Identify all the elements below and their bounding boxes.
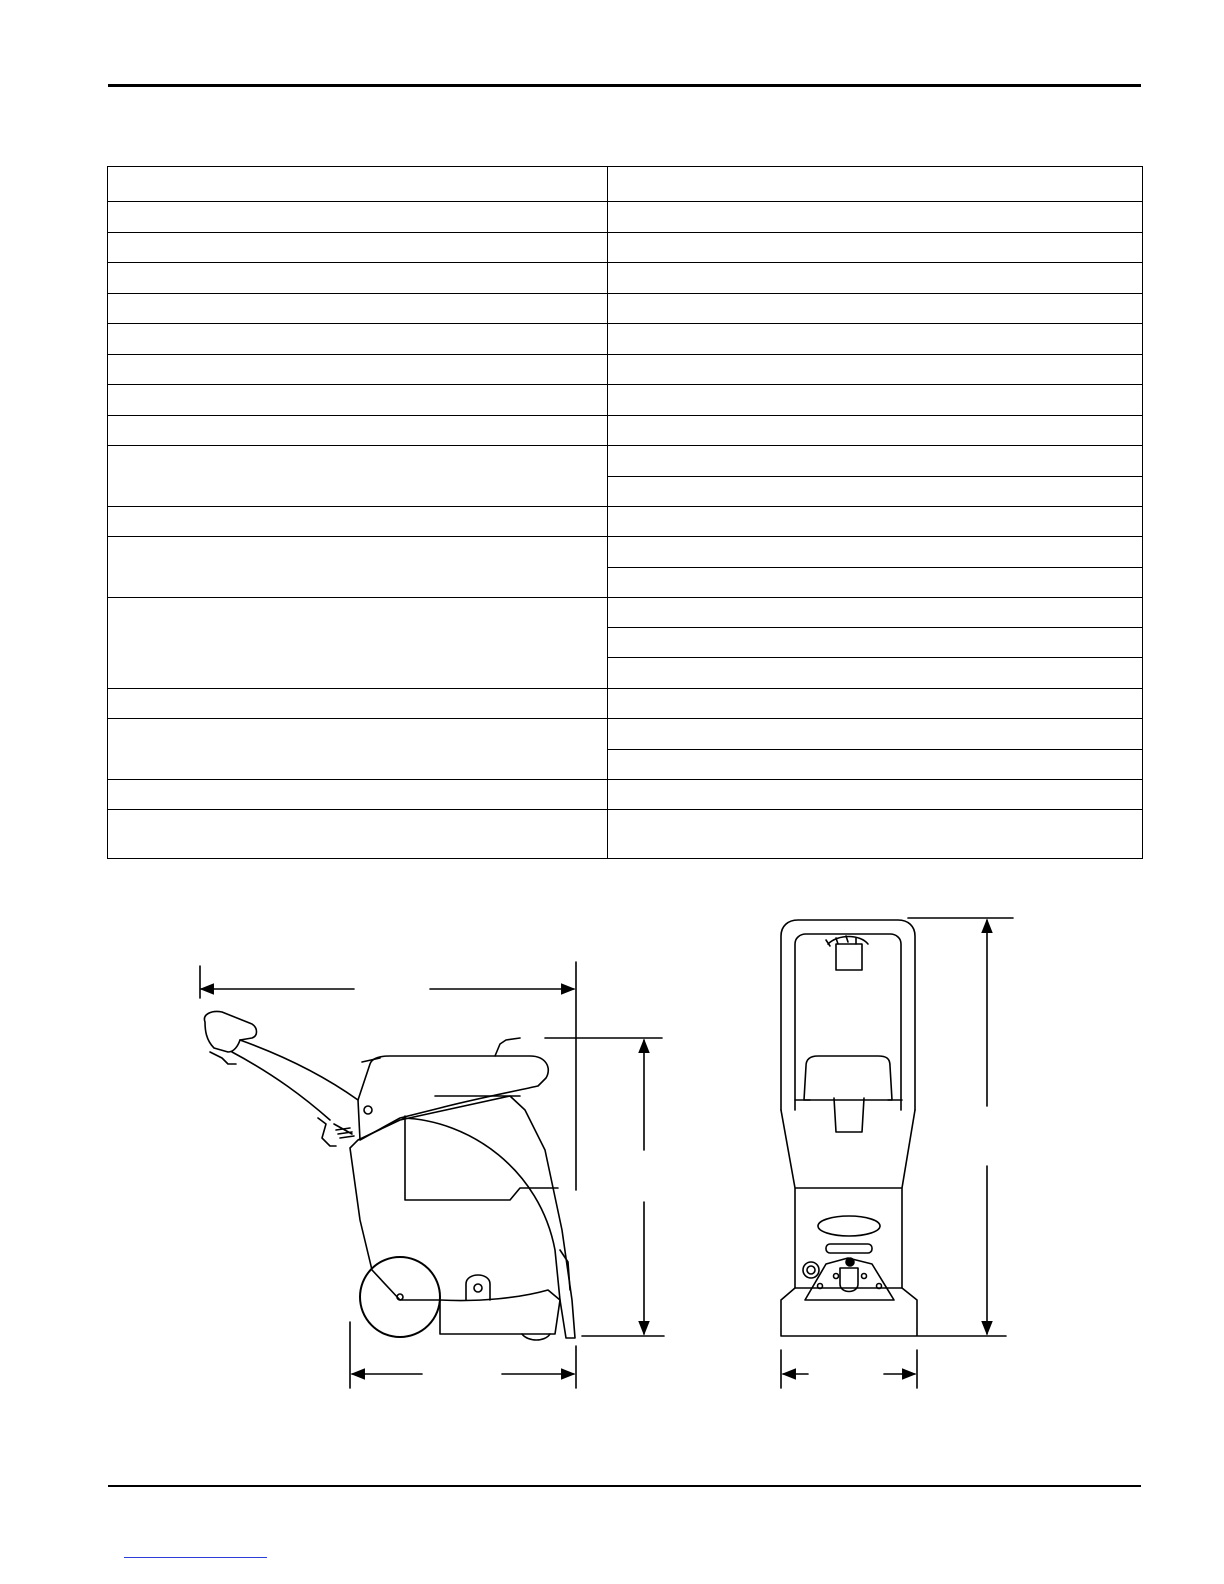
spec-value-cell — [608, 416, 1143, 446]
table-row — [108, 810, 1143, 859]
table-row — [108, 507, 1143, 537]
spec-label-cell — [108, 719, 608, 780]
spec-label-cell — [108, 780, 608, 810]
spec-value-cell — [608, 324, 1143, 355]
table-row — [108, 537, 1143, 568]
spec-label-cell — [108, 810, 608, 859]
front-hose-port-outer — [803, 1262, 819, 1278]
spec-value-cell — [608, 263, 1143, 294]
specifications-table-body — [108, 167, 1143, 859]
footer-link-underline[interactable] — [124, 1557, 267, 1558]
front-top-cover — [804, 1056, 892, 1100]
front-handle-latch — [836, 944, 862, 970]
handle-trigger — [210, 1052, 236, 1064]
spec-label-cell — [108, 324, 608, 355]
spec-label-cell — [108, 233, 608, 263]
table-row — [108, 416, 1143, 446]
spec-value-cell — [608, 689, 1143, 719]
table-row — [108, 598, 1143, 628]
spec-value-cell — [608, 507, 1143, 537]
body-arc — [402, 1118, 560, 1300]
front-bolt-1 — [818, 1284, 823, 1289]
spec-label-cell — [108, 537, 608, 598]
spec-label-cell — [108, 446, 608, 507]
spec-value-cell — [608, 750, 1143, 780]
table-row — [108, 355, 1143, 385]
spec-value-cell — [608, 167, 1143, 202]
table-row — [108, 233, 1143, 263]
table-row — [108, 780, 1143, 810]
front-handle-loop — [781, 920, 915, 1110]
spec-value-cell — [608, 568, 1143, 598]
spec-value-cell — [608, 598, 1143, 628]
spec-value-cell — [608, 719, 1143, 750]
top-cover — [358, 1056, 548, 1140]
side-view-dimensions — [200, 962, 664, 1388]
front-view-drawing — [781, 920, 917, 1336]
spec-value-cell — [608, 294, 1143, 324]
table-row — [108, 202, 1143, 233]
spec-value-cell — [608, 537, 1143, 568]
spec-value-cell — [608, 385, 1143, 416]
spec-label-cell — [108, 294, 608, 324]
spec-label-cell — [108, 263, 608, 294]
table-row — [108, 719, 1143, 750]
machine-dimension-drawings — [0, 880, 1224, 1420]
spec-value-cell — [608, 202, 1143, 233]
side-view-drawing — [204, 1011, 575, 1340]
table-row — [108, 294, 1143, 324]
specifications-table — [107, 166, 1143, 859]
table-row — [108, 385, 1143, 416]
base-shoe — [440, 1300, 560, 1334]
front-hose-port-inner — [807, 1266, 815, 1274]
spec-value-cell — [608, 628, 1143, 658]
spec-label-cell — [108, 202, 608, 233]
spec-value-cell — [608, 658, 1143, 689]
spec-label-cell — [108, 598, 608, 689]
table-row — [108, 446, 1143, 477]
front-bolt-3 — [834, 1274, 839, 1279]
handle-arm — [232, 1040, 358, 1120]
front-logo-badge — [818, 1216, 880, 1236]
spec-label-cell — [108, 385, 608, 416]
spec-label-cell — [108, 689, 608, 719]
table-row — [108, 167, 1143, 202]
base-notch — [466, 1275, 490, 1300]
front-bolt-2 — [877, 1284, 882, 1289]
spec-label-cell — [108, 355, 608, 385]
front-bolt-4 — [862, 1274, 867, 1279]
top-cover-latch — [362, 1038, 520, 1062]
spec-value-cell — [608, 233, 1143, 263]
footer-rule — [108, 1485, 1141, 1487]
spec-value-cell — [608, 810, 1143, 859]
spec-value-cell — [608, 477, 1143, 507]
handle-grip — [204, 1011, 256, 1052]
spec-value-cell — [608, 780, 1143, 810]
pivot-screw — [364, 1106, 372, 1114]
front-base — [781, 1288, 917, 1336]
spec-label-cell — [108, 507, 608, 537]
table-row — [108, 324, 1143, 355]
header-rule — [108, 84, 1141, 87]
front-caster — [522, 1334, 550, 1340]
hose-clip — [318, 1118, 336, 1146]
front-mount-knob — [846, 1258, 854, 1266]
spec-label-cell — [108, 416, 608, 446]
table-row — [108, 263, 1143, 294]
spec-label-cell — [108, 167, 608, 202]
front-slot — [826, 1244, 872, 1253]
front-view-dimensions — [781, 918, 1013, 1388]
spec-value-cell — [608, 355, 1143, 385]
base-notch-hole — [474, 1284, 482, 1292]
spec-value-cell — [608, 446, 1143, 477]
front-tank-neck — [834, 1098, 864, 1132]
handle-spring — [334, 1124, 354, 1138]
rear-wheel — [360, 1257, 440, 1337]
table-row — [108, 689, 1143, 719]
